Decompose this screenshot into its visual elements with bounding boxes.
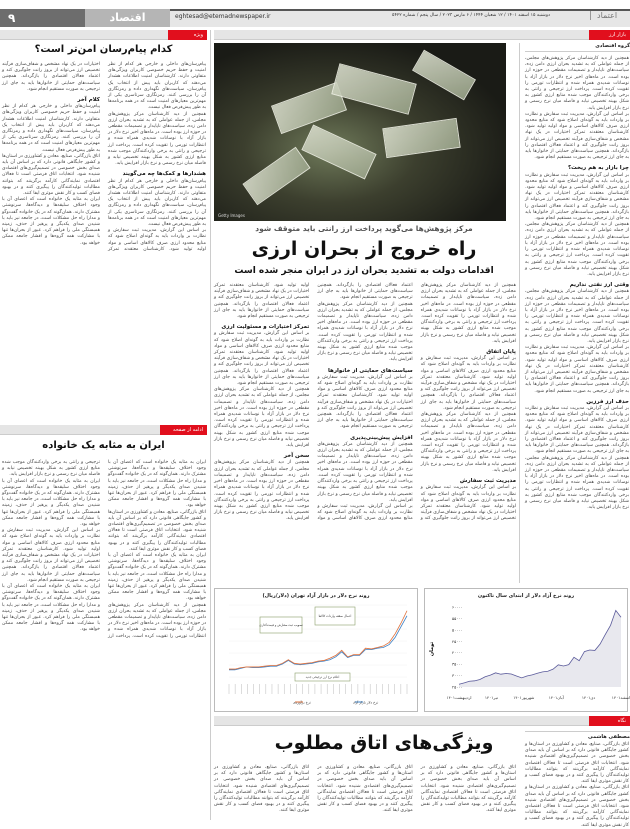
annotation-text: اعلام نرخ ارز ترجیحی جدید (305, 675, 340, 680)
author-name: مصطفی هاشمی (525, 731, 630, 740)
y-tick-label: ۳۵۰۰۰ (452, 661, 463, 667)
y-tick-label: ۶۰۰۰۰ (452, 604, 463, 610)
legend-label: نرخ برآوردی (293, 700, 311, 705)
tehran-dollar-chart (214, 588, 418, 712)
paragraph: همچنین از دید کارشناسان مرکز پژوهش‌های مجلس، از جمله عواملی که به تشدید بحران ارزی دامن زده، سیاست‌های ناپایدار و تصمیمات مقطعی در حوزه ارز بوده است. در ماه‌های اخیر نرخ دلار در بازار آزاد با نوسانات شدیدی همراه شده و انتظارات تورمی را تقویت کرده است. پرداخت ارز ترجیحی و رانتی به برخی واردکنندگان موجب شده منابع ارزی کشور به شکل بهینه تخصیص نیابد و فاصله میان نرخ رسمی و نرخ بازار افزایش یابد. (525, 289, 629, 344)
paragraph: ایران به مثابه یک خانواده است که اعضای آن با وجود اختلاف سلیقه‌ها و دیدگاه‌ها، سرنوشتی مشترک دارند. همان‌گونه که در یک خانواده گفت‌وگو و مدارا راه حل مشکلات است، در جامعه نیز باید با شنیدن صدای یکدیگر و پرهیز از حذف، زمینه همبستگی ملی را فراهم کرد. عبور از بحران‌ها تنها با مشارکت همه گروه‌ها و اقشار جامعه ممکن خواهد بود. (2, 197, 100, 246)
subhead: پایان اتفاق (486, 349, 516, 356)
view-headline: ویژگی‌های اتاق مطلوب (274, 732, 494, 754)
paragraph: بر اساس این گزارش، مدیریت ثبت سفارش و نظارت بر واردات باید به گونه‌ای اصلاح شود که منابع محدود ارزی صرف کالاهای اساسی و مواد اولیه تولید شود. کارشناسان معتقدند تمرکز اختیارات در یک نهاد مشخص و شفاف‌سازی فرآیند تخصیص ارز می‌تواند از بروز رانت جلوگیری کند و اعتماد فعالان اقتصادی را بازگرداند. همچنین سیاست‌های حمایتی از خانوارها باید به جای ارز ترجیحی به صورت مستقیم انجام شود. (525, 405, 629, 455)
family-headline: ایران به مثابه یک خانواده (42, 440, 165, 451)
subhead: سیاست‌های حمایتی از خانوارها (327, 367, 413, 374)
paragraph: بر اساس این گزارش، مدیریت ثبت سفارش و نظارت بر واردات باید به گونه‌ای اصلاح شود که منابع محدود ارزی صرف کالاهای اساسی و مواد اولیه تولید شود. کارشناسان معتقدند تمرکز اختیارات در یک نهاد مشخص و شفاف‌سازی فرآیند تخصیص ارز می‌تواند از بروز رانت جلوگیری کند و اعتماد فعالان اقتصادی را بازگرداند. همچنین سیاست‌های حمایتی از خانوارها باید به جای ارز ترجیحی به صورت مستقیم انجام شود. (525, 111, 629, 161)
paragraph: بر اساس این گزارش، مدیریت ثبت سفارش و نظارت بر واردات باید به گونه‌ای اصلاح شود که منابع محدود ارزی صرف کالاهای اساسی و مواد اولیه تولید شود. کارشناسان معتقدند تمرکز اختیارات در یک نهاد مشخص و شفاف‌سازی فرآیند تخصیص ارز می‌تواند از بروز رانت جلوگیری کند و اعتماد فعالان اقتصادی را بازگرداند. همچنین سیاست‌های حمایتی از خانوارها باید به جای ارز ترجیحی به صورت مستقیم انجام شود. (2, 62, 206, 252)
paragraph: همچنین از دید کارشناسان مرکز پژوهش‌های مجلس، از جمله عواملی که به تشدید بحران ارزی دامن زده، سیاست‌های ناپایدار و تصمیمات مقطعی در حوزه ارز بوده است. در ماه‌های اخیر نرخ دلار در بازار آزاد با نوسانات شدیدی همراه شده و انتظارات تورمی را تقویت کرده است. پرداخت ارز ترجیحی و رانتی به برخی واردکنندگان موجب شده منابع ارزی کشور به شکل بهینه تخصیص نیابد و فاصله میان نرخ رسمی و نرخ بازار افزایش یابد. (525, 56, 629, 111)
x-tick-label: شهریور۱۴۰۱ (513, 695, 535, 700)
main-article (214, 283, 516, 581)
x-tick-label: اردیبهشت۱۴۰۱ (446, 695, 472, 700)
x-tick-label: تیر۱۴۰۱ (484, 695, 498, 700)
paragraph: بر اساس این گزارش، مدیریت ثبت سفارش و نظارت بر واردات باید به گونه‌ای اصلاح شود که منابع محدود ارزی صرف کالاهای اساسی و مواد اولیه تولید شود. کارشناسان معتقدند تمرکز اختیارات در یک نهاد مشخص و شفاف‌سازی فرآیند تخصیص ارز می‌تواند از بروز رانت جلوگیری کند و اعتماد فعالان اقتصادی را بازگرداند. همچنین سیاست‌های حمایتی از خانوارها باید به جای ارز ترجیحی به صورت مستقیم انجام شود. (2, 528, 100, 583)
paragraph: اتاق بازرگانی، صنایع، معادن و کشاورزی در استان‌ها و کشور جایگاهی قانونی دارد که بر اساس آن باید صدای بخش خصوصی در تصمیم‌گیری‌های اقتصادی شنیده شود. انتخابات اتاق فرصتی است تا فعالان اقتصادی نمایندگانی کارآمد برگزینند که بتوانند مطالبات تولیدکنندگان را پیگیری کنند و در بهبود فضای کسب و کار نقش موثری ایفا کنند. (317, 765, 413, 814)
byline: گروه اقتصادی (525, 43, 630, 52)
y-tick-label: ۴۵۰۰۰ (452, 638, 463, 644)
y-tick-label: ۴۰۰۰۰ (452, 650, 463, 656)
view-section-bar (214, 716, 630, 726)
main-subheadline: اقدامات دولت به تشدید بحران ارز در ایران منجر شده است (234, 266, 494, 276)
paragraph: همچنین از دید کارشناسان مرکز پژوهش‌های مجلس، از جمله عواملی که به تشدید بحران ارزی دامن زده، سیاست‌های ناپایدار و تصمیمات مقطعی در حوزه ارز بوده است. در ماه‌های اخیر نرخ دلار در بازار آزاد با نوسانات شدیدی همراه شده و انتظارات تورمی را تقویت کرده است. پرداخت ارز ترجیحی و رانتی به برخی واردکنندگان موجب شده منابع ارزی کشور به شکل بهینه تخصیص نیابد و فاصله میان نرخ رسمی و نرخ بازار افزایش یابد. (214, 460, 310, 522)
paragraph: ایران به مثابه یک خانواده است که اعضای آن با وجود اختلاف سلیقه‌ها و دیدگاه‌ها، سرنوشتی مشترک دارند. همان‌گونه که در یک خانواده گفت‌وگو و مدارا راه حل مشکلات است، در جامعه نیز باید با شنیدن صدای یکدیگر و پرهیز از حذف، زمینه همبستگی ملی را فراهم کرد. عبور از بحران‌ها تنها با مشارکت همه گروه‌ها و اقشار جامعه ممکن خواهد بود. (108, 460, 206, 509)
main-section-bar (214, 30, 630, 40)
subhead: کلام آخر (77, 97, 100, 104)
paragraph: بر اساس این گزارش، مدیریت ثبت سفارش و نظارت بر واردات باید به گونه‌ای اصلاح شود که منابع محدود ارزی صرف کالاهای اساسی و مواد اولیه تولید شود. کارشناسان معتقدند تمرکز اختیارات در یک نهاد مشخص و شفاف‌سازی فرآیند تخصیص ارز می‌تواند از بروز رانت جلوگیری کند و اعتماد فعالان اقتصادی را بازگرداند. همچنین سیاست‌های حمایتی از خانوارها باید به جای ارز ترجیحی به صورت مستقیم انجام شود. (420, 356, 516, 411)
paragraph: اتاق بازرگانی، صنایع، معادن و کشاورزی در استان‌ها و کشور جایگاهی قانونی دارد که بر اساس آن باید صدای بخش خصوصی در تصمیم‌گیری‌های اقتصادی شنیده شود. انتخابات اتاق فرصتی است تا فعالان اقتصادی نمایندگانی کارآمد برگزینند که بتوانند مطالبات تولیدکنندگان را پیگیری کنند و در بهبود فضای کسب و کار نقش موثری ایفا کنند. (214, 765, 310, 814)
main-headline: راه خروج از بحران ارزی (251, 238, 477, 260)
paragraph: همچنین از دید کارشناسان مرکز پژوهش‌های مجلس، از جمله عواملی که به تشدید بحران ارزی دامن زده، سیاست‌های ناپایدار و تصمیمات مقطعی در حوزه ارز بوده است. در ماه‌های اخیر نرخ دلار در بازار آزاد با نوسانات شدیدی همراه شده و انتظارات تورمی را تقویت کرده است. پرداخت ارز ترجیحی و رانتی به برخی واردکنندگان موجب شده منابع ارزی کشور به شکل بهینه تخصیص نیابد و فاصله میان نرخ رسمی و نرخ بازار افزایش یابد. (525, 222, 629, 277)
paragraph: بر اساس این گزارش، مدیریت ثبت سفارش و نظارت بر واردات باید به گونه‌ای اصلاح شود که منابع محدود ارزی صرف کالاهای اساسی و مواد اولیه تولید شود. کارشناسان معتقدند تمرکز اختیارات در یک نهاد مشخص و شفاف‌سازی فرآیند تخصیص ارز می‌تواند از بروز رانت جلوگیری کند و اعتماد فعالان اقتصادی را بازگرداند. همچنین سیاست‌های حمایتی از خانوارها باید به جای ارز ترجیحی به صورت مستقیم انجام شود. (525, 345, 629, 394)
paragraph: ایران به مثابه یک خانواده است که اعضای آن با وجود اختلاف سلیقه‌ها و دیدگاه‌ها، سرنوشتی مشترک دارند. همان‌گونه که در یک خانواده گفت‌وگو و مدارا راه حل مشکلات است، در جامعه نیز باید با شنیدن صدای یکدیگر و پرهیز از حذف، زمینه همبستگی ملی را فراهم کرد. عبور از بحران‌ها تنها با مشارکت همه گروه‌ها و اقشار جامعه ممکن خواهد بود. (2, 478, 100, 528)
column-divider (519, 43, 520, 583)
paragraph: بر اساس این گزارش، مدیریت ثبت سفارش و نظارت بر واردات باید به گونه‌ای اصلاح شود که منابع محدود ارزی صرف کالاهای اساسی و مواد اولیه تولید شود. کارشناسان معتقدند تمرکز اختیارات در یک نهاد مشخص و شفاف‌سازی فرآیند تخصیص ارز می‌تواند از بروز رانت جلوگیری کند و اعتماد فعالان اقتصادی را بازگرداند. همچنین سیاست‌های حمایتی از خانوارها باید به جای ارز ترجیحی به صورت مستقیم انجام شود. (214, 283, 413, 522)
paragraph: بر اساس این گزارش، مدیریت ثبت سفارش و نظارت بر واردات باید به گونه‌ای اصلاح شود که منابع محدود ارزی صرف کالاهای اساسی و مواد اولیه تولید شود. کارشناسان معتقدند تمرکز اختیارات در یک نهاد مشخص و شفاف‌سازی فرآیند تخصیص ارز می‌تواند از بروز رانت جلوگیری کند و اعتماد فعالان اقتصادی را بازگرداند. همچنین سیاست‌های حمایتی از خانوارها باید به جای ارز ترجیحی به صورت مستقیم انجام شود. (525, 172, 629, 222)
annotation-text: تصویب ثبت سفارش و قیمت‌گذاری (259, 623, 303, 628)
photo-credit: Getty Images (218, 213, 245, 218)
view-tag: نگاه (589, 716, 630, 726)
paragraph: همچنین از دید کارشناسان مرکز پژوهش‌های مجلس، از جمله عواملی که به تشدید بحران ارزی دامن زده، سیاست‌های ناپایدار و تصمیمات مقطعی در حوزه ارز بوده است. در ماه‌های اخیر نرخ دلار در بازار آزاد با نوسانات شدیدی همراه شده و انتظارات تورمی را تقویت کرده است. پرداخت ارز ترجیحی و رانتی به برخی واردکنندگان موجب شده منابع ارزی کشور به شکل بهینه تخصیص نیابد و فاصله میان نرخ رسمی و نرخ بازار افزایش یابد. (420, 283, 516, 344)
paragraph: اتاق بازرگانی، صنایع، معادن و کشاورزی در استان‌ها و کشور جایگاهی قانونی دارد که بر اساس آن باید صدای بخش خصوصی در تصمیم‌گیری‌های اقتصادی شنیده شود. انتخابات اتاق فرصتی است تا فعالان اقتصادی نمایندگانی کارآمد برگزینند که بتوانند مطالبات تولیدکنندگان را پیگیری کنند و در بهبود فضای کسب و کار نقش موثری ایفا کنند. (420, 765, 516, 814)
paragraph: پیام‌رسان‌های داخلی و خارجی هر کدام از نظر امنیت و حفظ حریم خصوصی کاربران ویژگی‌های متفاوتی دارند. کارشناسان امنیت اطلاعات هشدار می‌دهند که کاربران باید پیش از انتخاب یک پیام‌رسان، سیاست‌های نگهداری داده و رمزنگاری آن را بررسی کنند. رمزنگاری سرتاسری یکی از مهم‌ترین معیارهای امنیت است که در همه برنامه‌ها به طور پیش‌فرض فعال نیست. (108, 62, 206, 111)
subhead: حذف ارز فرزین (586, 398, 629, 405)
x-tick-label: دی۱۴۰۱ (581, 695, 596, 700)
newspaper-logo: اعتماد (590, 11, 617, 20)
tehran-dollar-chart-plot (215, 599, 417, 707)
paragraph: اتاق بازرگانی، صنایع، معادن و کشاورزی در استان‌ها و کشور جایگاهی قانونی دارد که بر اساس آن باید صدای بخش خصوصی در تصمیم‌گیری‌های اقتصادی شنیده شود. انتخابات اتاق فرصتی است تا فعالان اقتصادی نمایندگانی کارآمد برگزینند که بتوانند مطالبات تولیدکنندگان را پیگیری کنند و در بهبود فضای کسب و کار نقش موثری ایفا کنند. (525, 785, 629, 828)
date-line: دوشنبه ۱۵ اسفند ۱۴۰۱ / ۱۲ شعبان ۱۴۴۴ / ۶ مارس ۲۰۲۳ / سال پنجم / شماره ۵۴۲۲ (392, 13, 550, 18)
continued-tag: ادامه از صفحه اول (160, 425, 207, 435)
messenger-article (2, 62, 206, 418)
paragraph: بر اساس این گزارش، مدیریت ثبت سفارش و نظارت بر واردات باید به گونه‌ای اصلاح شود که منابع محدود ارزی صرف کالاهای اساسی و مواد اولیه تولید شود. کارشناسان معتقدند تمرکز اختیارات در یک نهاد مشخص و شفاف‌سازی فرآیند تخصیص ارز می‌تواند از بروز رانت جلوگیری کند و اعتماد فعالان اقتصادی را بازگرداند. همچنین سیاست‌های حمایتی از خانوارها باید به جای ارز ترجیحی به صورت مستقیم انجام شود. (317, 283, 516, 522)
paragraph: همچنین از دید کارشناسان مرکز پژوهش‌های مجلس، از جمله عواملی که به تشدید بحران ارزی دامن زده، سیاست‌های ناپایدار و تصمیمات مقطعی در حوزه ارز بوده است. در ماه‌های اخیر نرخ دلار در بازار آزاد با نوسانات شدیدی همراه شده و انتظارات تورمی را تقویت کرده است. پرداخت ارز ترجیحی و رانتی به برخی واردکنندگان موجب شده منابع ارزی کشور به شکل بهینه تخصیص نیابد و فاصله میان نرخ رسمی و نرخ بازار افزایش یابد. (2, 460, 206, 639)
right-column-article (525, 56, 629, 584)
paragraph: بر اساس این گزارش، مدیریت ثبت سفارش و نظارت بر واردات باید به گونه‌ای اصلاح شود که منابع محدود ارزی صرف کالاهای اساسی و مواد اولیه تولید شود. کارشناسان معتقدند تمرکز اختیارات در یک نهاد مشخص و شفاف‌سازی فرآیند تخصیص ارز می‌تواند از بروز رانت جلوگیری کند و اعتماد فعالان اقتصادی را بازگرداند. همچنین سیاست‌های حمایتی از خانوارها باید به جای ارز ترجیحی به صورت مستقیم انجام شود. (214, 331, 310, 387)
y-tick-label: ۳۰۰۰۰ (452, 673, 463, 679)
chart-title: روند نرخ دلار در بازار آزاد تهران (دلار/ریال) (262, 593, 370, 599)
subhead: سخن آخر (283, 453, 310, 460)
column-divider (210, 30, 211, 820)
subhead: هشدارها و کمک‌ها چه می‌گویند (122, 171, 206, 178)
paragraph: پیام‌رسان‌های داخلی و خارجی هر کدام از نظر امنیت و حفظ حریم خصوصی کاربران ویژگی‌های متفاوتی دارند. کارشناسان امنیت اطلاعات هشدار می‌دهند که کاربران باید پیش از انتخاب یک پیام‌رسان، سیاست‌های نگهداری داده و رمزنگاری آن را بررسی کنند. رمزنگاری سرتاسری یکی از مهم‌ترین معیارهای امنیت است که در همه برنامه‌ها به طور پیش‌فرض فعال نیست. (2, 104, 100, 153)
section-title: اقتصاد (85, 9, 170, 27)
kicker: مرکز پژوهش‌ها می‌گوید پرداخت ارز رانتی باید متوقف شود (255, 224, 473, 233)
currency-market-tag: بازار ارز (589, 30, 630, 40)
page-number: ۹ (0, 9, 85, 27)
chart-title: روند نرخ آزاد دلار از ابتدای سال تاکنون (477, 593, 575, 599)
subhead: افزایش پیش‌بینی‌پذیری (350, 434, 413, 441)
subhead: تمرکز اختیارات و مسئولیت ارزی (221, 324, 310, 331)
paragraph: ایران به مثابه یک خانواده است که اعضای آن با وجود اختلاف سلیقه‌ها و دیدگاه‌ها، سرنوشتی مشترک دارند. همان‌گونه که در یک خانواده گفت‌وگو و مدارا راه حل مشکلات است، در جامعه نیز باید با شنیدن صدای یکدیگر و پرهیز از حذف، زمینه همبستگی ملی را فراهم کرد. عبور از بحران‌ها تنها با مشارکت همه گروه‌ها و اقشار جامعه ممکن خواهد بود. (2, 584, 100, 633)
paragraph: اتاق بازرگانی، صنایع، معادن و کشاورزی در استان‌ها و کشور جایگاهی قانونی دارد که بر اساس آن باید صدای بخش خصوصی در تصمیم‌گیری‌های اقتصادی شنیده شود. انتخابات اتاق فرصتی است تا فعالان اقتصادی نمایندگانی کارآمد برگزینند که بتوانند مطالبات تولیدکنندگان را پیگیری کنند و در بهبود فضای کسب و کار نقش موثری ایفا کنند. (525, 742, 629, 785)
x-tick-label: اسفند۱۴۰۱ (611, 695, 630, 700)
paragraph: همچنین از دید کارشناسان مرکز پژوهش‌های مجلس، از جمله عواملی که به تشدید بحران ارزی دامن زده، سیاست‌های ناپایدار و تصمیمات مقطعی در حوزه ارز بوده است. در ماه‌های اخیر نرخ دلار در بازار آزاد با نوسانات شدیدی همراه شده و انتظارات تورمی را تقویت کرده است. پرداخت ارز ترجیحی و رانتی به برخی واردکنندگان موجب شده منابع ارزی کشور به شکل بهینه تخصیص نیابد و فاصله میان نرخ رسمی و نرخ بازار افزایش یابد. (420, 412, 516, 473)
subhead: وقتی ارز نفتی نداریم (569, 282, 629, 289)
dollar-rate-chart (424, 588, 628, 712)
paragraph: همچنین از دید کارشناسان مرکز پژوهش‌های مجلس، از جمله عواملی که به تشدید بحران ارزی دامن زده، سیاست‌های ناپایدار و تصمیمات مقطعی در حوزه ارز بوده است. در ماه‌های اخیر نرخ دلار در بازار آزاد با نوسانات شدیدی همراه شده و انتظارات تورمی را تقویت کرده است. پرداخت ارز ترجیحی و رانتی به برخی واردکنندگان موجب شده منابع ارزی کشور به شکل بهینه تخصیص نیابد و فاصله میان نرخ رسمی و نرخ بازار افزایش یابد. (317, 441, 413, 503)
paragraph: اتاق بازرگانی، صنایع، معادن و کشاورزی در استان‌ها و کشور جایگاهی قانونی دارد که بر اساس آن باید صدای بخش خصوصی در تصمیم‌گیری‌های اقتصادی شنیده شود. انتخابات اتاق فرصتی است تا فعالان اقتصادی نمایندگانی کارآمد برگزینند که بتوانند مطالبات تولیدکنندگان را پیگیری کنند و در بهبود فضای کسب و کار نقش موثری ایفا کنند. (2, 153, 100, 197)
paragraph: همچنین از دید کارشناسان مرکز پژوهش‌های مجلس، از جمله عواملی که به تشدید بحران ارزی دامن زده، سیاست‌های ناپایدار و تصمیمات مقطعی در حوزه ارز بوده است. در ماه‌های اخیر نرخ دلار در بازار آزاد با نوسانات شدیدی همراه شده و انتظارات تورمی را تقویت کرده است. پرداخت ارز ترجیحی و رانتی به برخی واردکنندگان موجب شده منابع ارزی کشور به شکل بهینه تخصیص نیابد و فاصله میان نرخ رسمی و نرخ بازار افزایش یابد. (214, 387, 310, 449)
messenger-headline: کدام پیام‌رسان امن‌تر است؟ (34, 44, 173, 55)
subhead: مدیریت ثبت سفارش (459, 478, 516, 485)
view-article (214, 765, 516, 820)
subhead: چرا بازار به هم ریخت؟ (567, 165, 629, 172)
paragraph: همچنین از دید کارشناسان مرکز پژوهش‌های مجلس، از جمله عواملی که به تشدید بحران ارزی دامن زده، سیاست‌های ناپایدار و تصمیمات مقطعی در حوزه ارز بوده است. در ماه‌های اخیر نرخ دلار در بازار آزاد با نوسانات شدیدی همراه شده و انتظارات تورمی را تقویت کرده است. پرداخت ارز ترجیحی و رانتی به برخی واردکنندگان موجب شده منابع ارزی کشور به شکل بهینه تخصیص نیابد و فاصله میان نرخ رسمی و نرخ بازار افزایش یابد. (317, 301, 413, 363)
paragraph: اتاق بازرگانی، صنایع، معادن و کشاورزی در استان‌ها و کشور جایگاهی قانونی دارد که بر اساس آن باید صدای بخش خصوصی در تصمیم‌گیری‌های اقتصادی شنیده شود. انتخابات اتاق فرصتی است تا فعالان اقتصادی نمایندگانی کارآمد برگزینند که بتوانند مطالبات تولیدکنندگان را پیگیری کنند و در بهبود فضای کسب و کار نقش موثری ایفا کنند. (108, 509, 206, 552)
dollar-bills-photo (214, 43, 506, 221)
y-axis-label: تومان (429, 641, 435, 657)
annotation-text: اعمال سقف واردات کالاها (318, 614, 352, 619)
section-email[interactable]: eghtesad@etemadnewspaper.ir (175, 13, 271, 20)
y-tick-label: ۵۵۰۰۰ (452, 615, 463, 621)
paragraph: بر اساس این گزارش، مدیریت ثبت سفارش و نظارت بر واردات باید به گونه‌ای اصلاح شود که منابع محدود ارزی صرف کالاهای اساسی و مواد اولیه تولید شود. کارشناسان معتقدند تمرکز اختیارات در یک نهاد مشخص و شفاف‌سازی فرآیند تخصیص ارز می‌تواند از بروز رانت جلوگیری کند و اعتماد فعالان اقتصادی را بازگرداند. همچنین سیاست‌های حمایتی از خانوارها باید به جای ارز ترجیحی به صورت مستقیم انجام شود. (317, 374, 413, 430)
legend-label: نرخ دلار بازار آزاد (353, 700, 379, 705)
y-tick-label: ۲۵۰۰۰ (452, 684, 463, 690)
paragraph: ایران به مثابه یک خانواده است که اعضای آن با وجود اختلاف سلیقه‌ها و دیدگاه‌ها، سرنوشتی مشترک دارند. همان‌گونه که در یک خانواده گفت‌وگو و مدارا راه حل مشکلات است، در جامعه نیز باید با شنیدن صدای یکدیگر و پرهیز از حذف، زمینه همبستگی ملی را فراهم کرد. عبور از بحران‌ها تنها با مشارکت همه گروه‌ها و اقشار جامعه ممکن خواهد بود. (108, 553, 206, 602)
dollar-rate-chart-plot (425, 599, 630, 707)
special-tag: ویژه (168, 30, 207, 40)
x-tick-label: آبان۱۴۰۱ (548, 695, 564, 700)
paragraph: همچنین از دید کارشناسان مرکز پژوهش‌های مجلس، از جمله عواملی که به تشدید بحران ارزی دامن زده، سیاست‌های ناپایدار و تصمیمات مقطعی در حوزه ارز بوده است. در ماه‌های اخیر نرخ دلار در بازار آزاد با نوسانات شدیدی همراه شده و انتظارات تورمی را تقویت کرده است. پرداخت ارز ترجیحی و رانتی به برخی واردکنندگان موجب شده منابع ارزی کشور به شکل بهینه تخصیص نیابد و فاصله میان نرخ رسمی و نرخ بازار افزایش یابد. (525, 455, 629, 511)
view-article-right (525, 742, 629, 828)
paragraph: همچنین از دید کارشناسان مرکز پژوهش‌های مجلس، از جمله عواملی که به تشدید بحران ارزی دامن زده، سیاست‌های ناپایدار و تصمیمات مقطعی در حوزه ارز بوده است. در ماه‌های اخیر نرخ دلار در بازار آزاد با نوسانات شدیدی همراه شده و انتظارات تورمی را تقویت کرده است. پرداخت ارز ترجیحی و رانتی به برخی واردکنندگان موجب شده منابع ارزی کشور به شکل بهینه تخصیص نیابد و فاصله میان نرخ رسمی و نرخ بازار افزایش یابد. (108, 111, 206, 167)
y-tick-label: ۵۰۰۰۰ (452, 627, 463, 633)
family-article (2, 460, 206, 820)
paragraph: پیام‌رسان‌های داخلی و خارجی هر کدام از نظر امنیت و حفظ حریم خصوصی کاربران ویژگی‌های متفاوتی دارند. کارشناسان امنیت اطلاعات هشدار می‌دهند که کاربران باید پیش از انتخاب یک پیام‌رسان، سیاست‌های نگهداری داده و رمزنگاری آن را بررسی کنند. رمزنگاری سرتاسری یکی از مهم‌ترین معیارهای امنیت است که در همه برنامه‌ها به طور پیش‌فرض فعال نیست. (108, 178, 206, 228)
